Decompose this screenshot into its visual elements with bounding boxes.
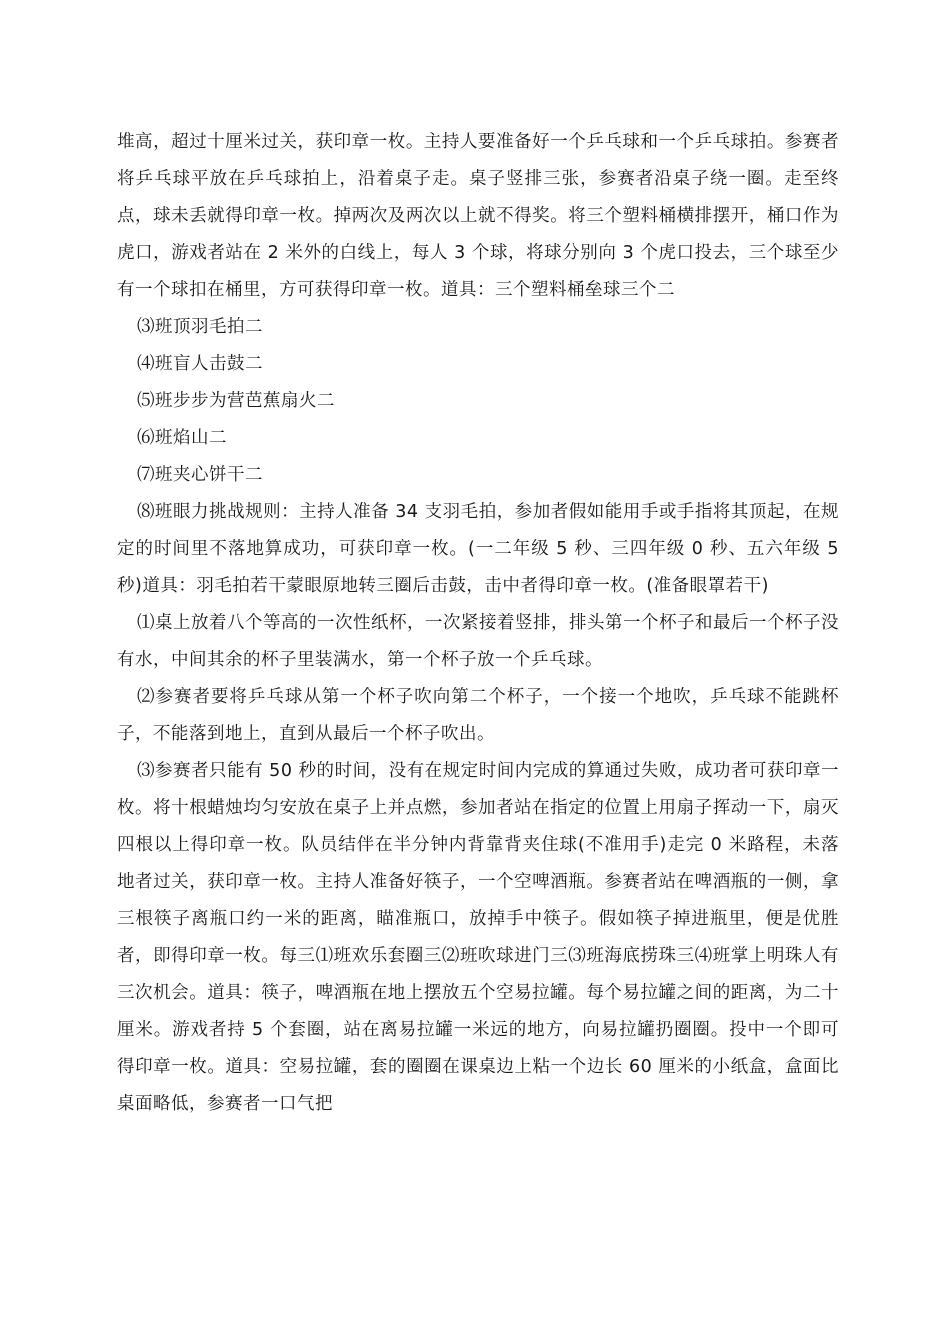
list-item-class-6-flame-mountain: ⑹班焰山二 bbox=[137, 428, 227, 448]
document-body bbox=[117, 124, 839, 1123]
list-item-class-4-blind-drum: ⑷班盲人击鼓二 bbox=[137, 354, 263, 374]
paragraph-game-rules-continued: 堆高，超过十厘米过关，获印章一枚。主持人要准备好一个乒乓球和一个乒乓球拍。参赛者将乒乓球平放在乒乓球拍上，沿着桌子走。桌子竖排三张，参赛者沿桌子绕一圈。走至终点，球未丢就得印章一枚。掉两次及两次以上就不得奖。将三个塑料桶横排摆开，桶口作为虎口，游戏者站在 2 米外的白线上，每人 3 个球，将球分别向 3 个虎口投去，三个球至少有一个球扣在桶里，方可获得印章一枚。道具：三个塑料桶垒球三个二 bbox=[117, 132, 839, 300]
paragraph-class-8-eyesight-challenge: ⑻班眼力挑战规则：主持人准备 34 支羽毛拍，参加者假如能用手或手指将其顶起，在规定的时间里不落地算成功，可获印章一枚。(一二年级 5 秒、三四年级 0 秒、五六年级 5 秒)道具：羽毛拍若干蒙眼原地转三圈后击鼓，击中者得印章一枚。(准备眼罩若干) bbox=[117, 502, 839, 596]
paragraph-time-limit-and-games: ⑶参赛者只能有 50 秒的时间，没有在规定时间内完成的算通过失败，成功者可获印章一枚。将十根蜡烛均匀安放在桌子上并点燃，参加者站在指定的位置上用扇子挥动一下，扇灭四根以上得印章一枚。队员结伴在半分钟内背靠背夹住球(不准用手)走完 0 米路程，未落地者过关，获印章一枚。主持人准备好筷子，一个空啤酒瓶。参赛者站在啤酒瓶的一侧，拿三根筷子离瓶口约一米的距离，瞄准瓶口，放掉手中筷子。假如筷子掉进瓶里，便是优胜者，即得印章一枚。每三⑴班欢乐套圈三⑵班吹球进门三⑶班海底捞珠三⑷班掌上明珠人有三次机会。道具：筷子，啤酒瓶在地上摆放五个空易拉罐。每个易拉罐之间的距离，为二十厘米。游戏者持 5 个套圈，站在离易拉罐一米远的地方，向易拉罐扔圈圈。投中一个即可得印章一枚。道具：空易拉罐，套的圈圈在课桌边上粘一个边长 60 厘米的小纸盒，盒面比桌面略低，参赛者一口气把 bbox=[117, 761, 839, 1114]
list-item-class-3-shuttlecock: ⑶班顶羽毛拍二 bbox=[137, 317, 263, 337]
list-item-class-5-fan: ⑸班步步为营芭蕉扇火二 bbox=[137, 391, 335, 411]
paragraph-cups-setup: ⑴桌上放着八个等高的一次性纸杯，一次紧接着竖排，排头第一个杯子和最后一个杯子没有水，中间其余的杯子里装满水，第一个杯子放一个乒乓球。 bbox=[117, 613, 839, 670]
paragraph-blowing-rules: ⑵参赛者要将乒乓球从第一个杯子吹向第二个杯子，一个接一个地吹，乒乓球不能跳杯子，不能落到地上，直到从最后一个杯子吹出。 bbox=[117, 687, 839, 744]
list-item-class-7-sandwich: ⑺班夹心饼干二 bbox=[137, 465, 263, 485]
